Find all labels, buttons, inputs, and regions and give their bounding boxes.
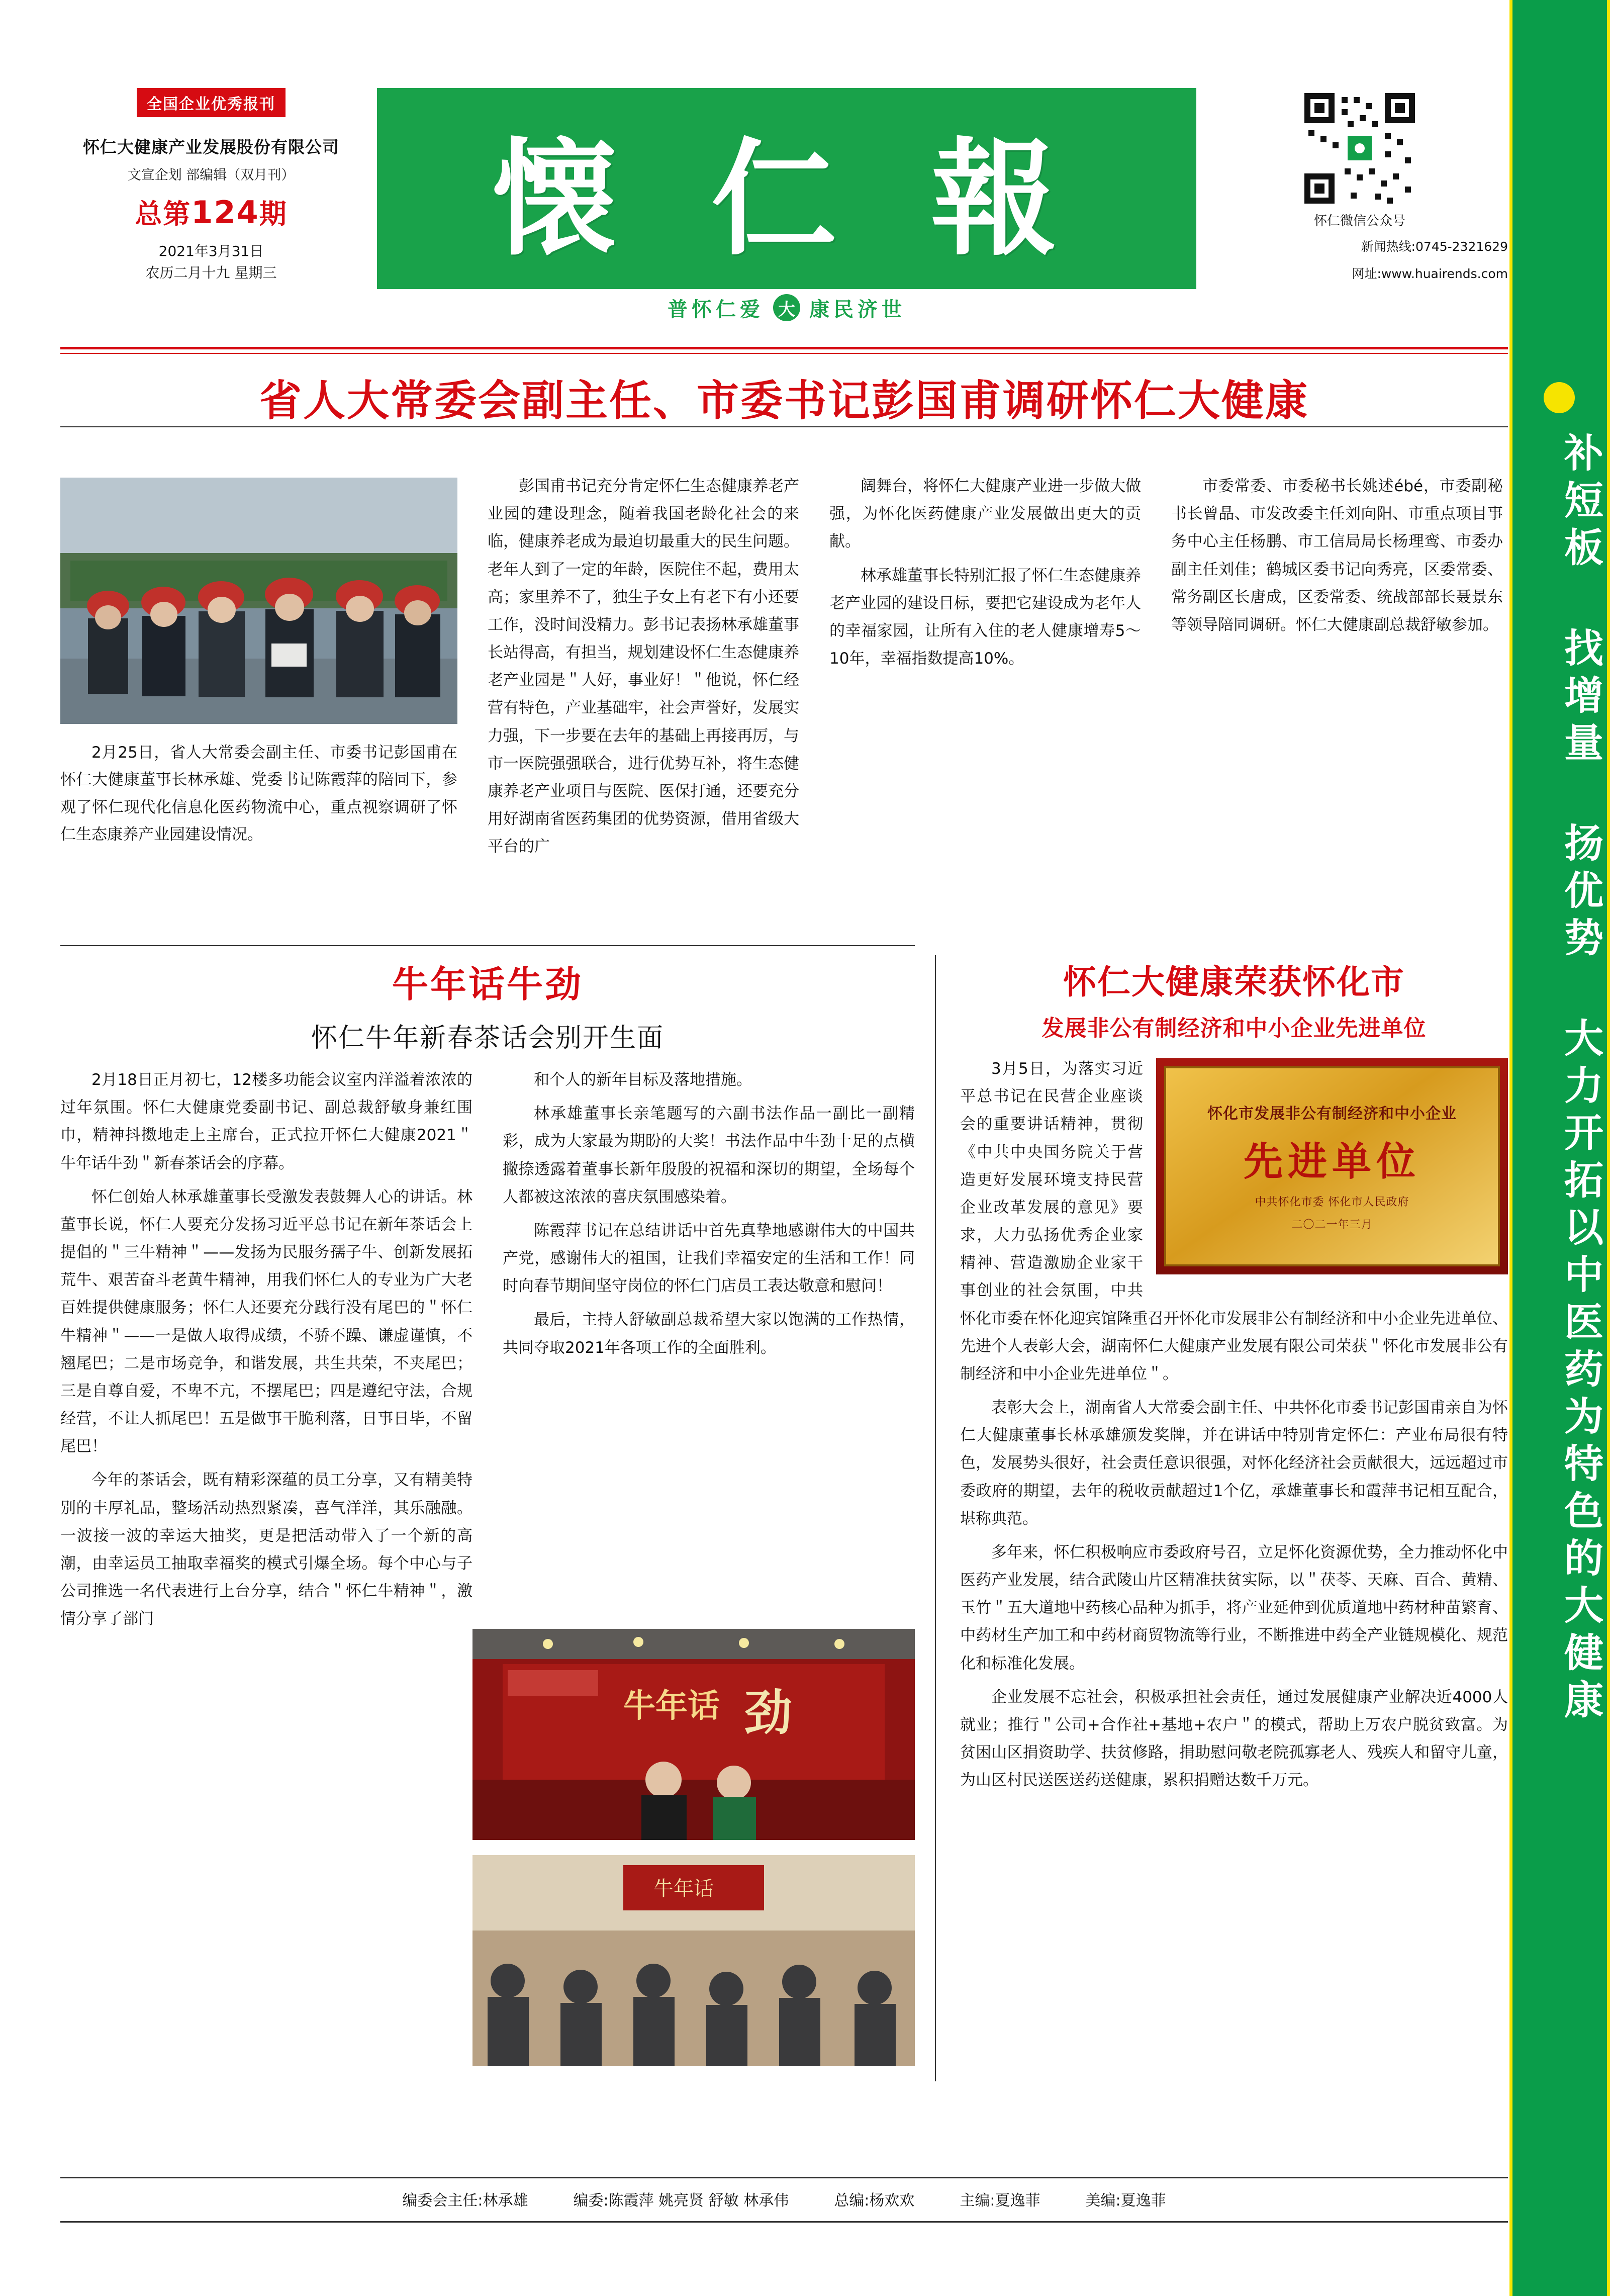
- svg-text:劲: 劲: [744, 1685, 792, 1741]
- divider-under-headline: [60, 426, 1508, 427]
- lunar-date: 农历二月十九 星期三: [145, 264, 277, 282]
- audience-photo: [472, 1855, 915, 2066]
- paragraph: 彭国甫书记充分肯定怀仁生态健康养老产业园的建设理念，随着我国老龄化社会的来临，健康养老成为最迫切最重大的民生问题。老年人到了一定的年龄，医院住不起，费用太高；家里养不了，独生子女上有老下有小还要工作，没时间没精力。彭书记表扬林承雄董事长站得高，有担当，规划建设怀仁生态健康养老产业园是＂人好，事业好！＂他说，怀仁经营有特色，产业基础牢，社会声誉好，发展实力强，下一步要在去年的基础上再接再厉，与市一医院强强联合，进行优势互补，将生态健康养老产业项目与医院、医保打通，还要充分用好湖南省医药集团的优势资源，借用省级大平台的广: [488, 477, 799, 856]
- story-right-subhead: 发展非公有制经济和中小企业先进单位: [1041, 1016, 1427, 1041]
- paragraph: 2月18日正月初七，12楼多功能会议室内洋溢着浓浓的过年氛围。怀仁大健康党委副书记、副总裁舒敏身兼红围巾，精神抖擞地走上主席台，正式拉开怀仁大健康2021＂牛年话牛劲＂新春茶话会的序幕。: [60, 1071, 472, 1172]
- qr-code-icon: [1304, 93, 1415, 204]
- issue-suffix: 期: [259, 198, 288, 230]
- credit-chief-editor: 总编:杨欢欢: [834, 2192, 915, 2210]
- paragraph: 陈霞萍书记在总结讲话中首先真挚地感谢伟大的中国共产党，感谢伟大的祖国，让我们幸福安定的生活和工作！同时向春节期间坚守岗位的怀仁门店员工表达敬意和慰问！: [503, 1221, 915, 1296]
- lead-column-2: [829, 473, 1141, 679]
- plaque-line-3: 中共怀化市委 怀化市人民政府: [1255, 1196, 1409, 1209]
- credit-editorial-board: 编委:陈霞萍 姚亮贤 舒敏 林承伟: [573, 2192, 789, 2210]
- divider-red-thick: [60, 347, 1508, 349]
- right-vertical-banner: [1509, 0, 1610, 2296]
- company-name: 怀仁大健康产业发展股份有限公司: [83, 137, 339, 157]
- plaque-line-1: 怀化市发展非公有制经济和中小企业: [1207, 1105, 1457, 1123]
- story-left-column-1: [60, 1066, 472, 1639]
- lead-photo-caption: 2月25日，省人大常委会副主任、市委书记彭国甫在怀仁大健康董事长林承雄、党委书记陈霞萍的陪同下，参观了怀仁现代化信息化医药物流中心，重点视察调研了怀仁生态康养产业园建设情况。: [60, 744, 457, 844]
- paragraph: 3月5日，为落实习近平总书记在民营企业座谈会的重要讲话精神，贯彻《中共中央国务院关于营造更好发展环境支持民营企业改革发展的意见》要求，大力弘扬优秀企业家精神、营造激励企业家干事创业的社会氛围，中共怀化市委在怀化迎宾馆隆重召开怀化市发展非公有制经济和中小企业先进单位、先进个人表彰大会，湖南怀仁大健康产业发展有限公司荣获＂怀化市发展非公有制经济和中小企业先进单位＂。: [960, 1060, 1508, 1383]
- divider-vertical: [935, 955, 936, 2081]
- paragraph: 林承雄董事长亲笔题写的六副书法作品一副比一副精彩，成为大家最为期盼的大奖！书法作品中牛劲十足的点横撇捺透露着董事长新年殷殷的祝福和深切的期望，全场每个人都被这浓浓的喜庆氛围感染着。: [503, 1105, 915, 1206]
- story-right-headline: 怀仁大健康荣获怀化市: [1063, 962, 1405, 1001]
- award-plaque-photo: [1156, 1058, 1508, 1274]
- issue-number: 124: [191, 194, 259, 231]
- lead-photo: [60, 478, 457, 724]
- newspaper-title: 懐 仁 報: [491, 125, 1082, 272]
- footer-credits: [60, 2188, 1508, 2210]
- paragraph: 怀仁创始人林承雄董事长受激发表鼓舞人心的讲话。林董事长说，怀仁人要充分发扬习近平总书记在新年茶话会上提倡的＂三牛精神＂——发扬为民服务孺子牛、创新发展拓荒牛、艰苦奋斗老黄牛精神，用我们怀仁人的专业为广大老百姓提供健康服务；怀仁人还要充分践行没有尾巴的＂怀仁牛精神＂——一是做人取得成绩，不骄不躁、谦虚谨慎，不翘尾巴；二是市场竞争，和谐发展，共生共荣，不夹尾巴；三是自尊自爱，不卑不亢，不摆尾巴；四是遵纪守法，合规经营，不让人抓尾巴！五是做事干脆利落，日事日毕，不留尾巴！: [60, 1187, 472, 1456]
- masthead-right-block: [1211, 93, 1508, 283]
- masthead-title-plate: [377, 88, 1196, 289]
- credit-editor: 主编:夏逸菲: [960, 2192, 1040, 2210]
- divider-footer-top: [60, 2177, 1508, 2178]
- plaque-line-2: 先进单位: [1243, 1139, 1420, 1184]
- slogan-left-text: 普怀仁爱: [668, 298, 764, 321]
- banner-dot-icon: [1544, 382, 1575, 413]
- divider-footer-bottom: [60, 2221, 1508, 2223]
- story-left: [60, 955, 915, 1900]
- svg-text:牛年话: 牛年话: [653, 1877, 714, 1900]
- divider-red-thin: [60, 353, 1508, 354]
- paragraph: 林承雄董事长特别汇报了怀仁生态健康养老产业园的建设目标，要把它建设成为老年人的幸福家园，让所有入住的老人健康增寿5～10年，幸福指数提高10%。: [829, 566, 1141, 668]
- website-text: 网址:www.huairends.com: [1352, 266, 1508, 281]
- story-left-column-2: [503, 1066, 915, 1639]
- award-badge: 全国企业优秀报刊: [137, 88, 286, 117]
- paragraph: 企业发展不忘社会，积极承担社会责任，通过发展健康产业解决近4000人就业；推行＂公司+合作社+基地+农户＂的模式，帮助上万农户脱贫致富。为贫困山区捐资助学、扶贫修路，捐助慰问敬老院孤寡老人、残疾人和留守儿童，为山区村民送医送药送健康，累积捐赠达数千万元。: [960, 1688, 1508, 1790]
- plaque-line-4: 二〇二一年三月: [1291, 1219, 1373, 1231]
- tea-party-photo-image: [472, 1629, 915, 1840]
- hotline-text: 新闻热线:0745-2321629: [1361, 239, 1508, 254]
- lead-photo-image: [60, 478, 457, 724]
- paragraph: 和个人的新年目标及落地措施。: [534, 1071, 752, 1089]
- slogan-right-text: 康民济世: [809, 298, 906, 321]
- lead-article: [60, 442, 1508, 915]
- paragraph: 多年来，怀仁积极响应市委政府号召，立足怀化资源优势，全力推动怀化中医药产业发展，结合武陵山片区精准扶贫实际，以＂茯苓、天麻、百合、黄精、玉竹＂五大道地中药核心品种为抓手，将产业延伸到优质道地中药材种苗繁育、中药材生产加工和中药材商贸物流等行业，不断推进中药全产业链规模化、规范化和标准化发展。: [960, 1543, 1508, 1673]
- lead-headline: 省人大常委会副主任、市委书记彭国甫调研怀仁大健康: [259, 376, 1309, 425]
- publish-date: 2021年3月31日: [158, 243, 264, 259]
- paragraph: 最后，主持人舒敏副总裁希望大家以饱满的工作热情，共同夺取2021年各项工作的全面胜利。: [503, 1311, 915, 1357]
- masthead-left-block: [60, 88, 362, 284]
- credit-art-editor: 美编:夏逸菲: [1085, 2192, 1166, 2210]
- lead-column-1: [488, 473, 799, 867]
- masthead-slogan: [377, 293, 1196, 322]
- credit-chairman: 编委会主任:林承雄: [402, 2192, 528, 2210]
- paragraph: 今年的茶话会，既有精彩深蕴的员工分享，又有精美特别的丰厚礼品，整场活动热烈紧凑，喜气洋洋，其乐融融。一波接一波的幸运大抽奖，更是把活动带入了一个新的高潮，由幸运员工抽取幸福奖的模式引爆全场。每个中心与子公司推选一名代表进行上台分享，结合＂怀仁牛精神＂，激情分享了部门: [60, 1471, 472, 1628]
- slogan-circle-icon: 大: [773, 294, 800, 321]
- lead-column-3: [1171, 473, 1503, 645]
- masthead: [60, 88, 1508, 324]
- qr-caption: 怀仁微信公众号: [1313, 214, 1405, 229]
- award-plaque-inner: [1164, 1066, 1500, 1266]
- tea-party-photo: [472, 1629, 915, 1840]
- audience-photo-image: [472, 1855, 915, 2066]
- banner-slogan: 补短板 找增量 扬优势 大力开拓以中医药为特色的大健康: [1558, 432, 1603, 1726]
- issue-prefix: 总第: [135, 198, 192, 230]
- paragraph: 表彰大会上，湖南省人大常委会副主任、中共怀化市委书记彭国甫亲自为怀仁大健康董事长林承雄颁发奖牌，并在讲话中特别肯定怀仁：产业布局很有特色，发展势头很好，社会责任意识很强，对怀化经济社会贡献很大，远远超过市委政府的期望，去年的税收贡献超过1个亿，承雄董事长和霞萍书记相互配合，堪称典范。: [960, 1399, 1508, 1528]
- story-left-subhead: 怀仁牛年新春茶话会别开生面: [311, 1023, 664, 1053]
- story-right: [960, 955, 1508, 1800]
- divider-mid: [60, 945, 915, 946]
- department-line: 文宣企划 部编辑（双月刊）: [127, 167, 295, 183]
- issue-line: [60, 193, 362, 231]
- svg-text:牛年话: 牛年话: [623, 1688, 720, 1725]
- story-left-headline: 牛年话牛劲: [392, 963, 583, 1005]
- paragraph: 市委常委、市委秘书长姚述ébé，市委副秘书长曾晶、市发改委主任刘向阳、市重点项目事务中心主任杨鹏、市工信局局长杨理鸾、市委办副主任刘佳；鹤城区委书记向秀亮，区委常委、常务副区长唐成，区委常委、统战部部长聂景东等领导陪同调研。怀仁大健康副总裁舒敏参加。: [1171, 477, 1503, 634]
- paragraph: 阔舞台，将怀仁大健康产业进一步做大做强，为怀化医药健康产业发展做出更大的贡献。: [829, 477, 1141, 551]
